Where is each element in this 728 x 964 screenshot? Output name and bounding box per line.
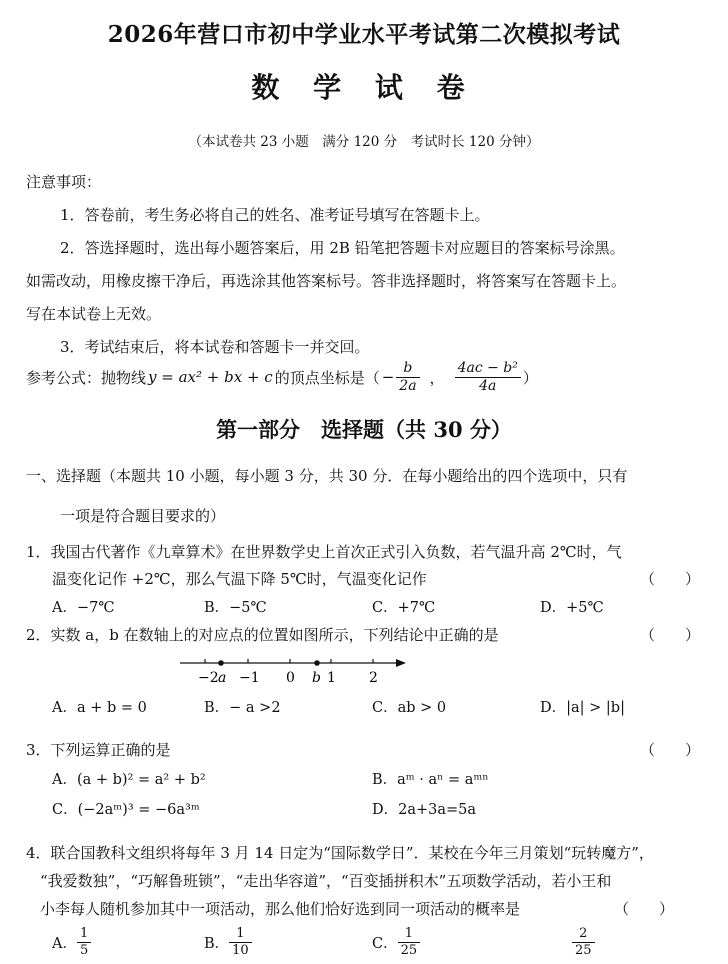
point-a: [218, 660, 224, 666]
q4-option-a: A． $\frac{1}{5}$: [52, 926, 91, 958]
q2-option-c: C．ab > 0: [372, 700, 447, 716]
q4-option-c: C． $\frac{1}{25}$: [372, 926, 420, 958]
exam-title: 2026年营口市初中学业水平考试第二次模拟考试: [107, 21, 621, 48]
subject-title: 数 学 试 卷: [251, 71, 477, 104]
tick-label-1: 1: [327, 670, 336, 686]
q3-stem: 3．下列运算正确的是: [26, 741, 171, 759]
point-b: [314, 660, 320, 666]
number-line-arrow: [396, 659, 406, 667]
q1-answer-paren: （ ）: [640, 570, 701, 588]
exam-info: （本试卷共 23 小题 满分 120 分 考试时长 120 分钟）: [188, 134, 540, 150]
q3-option-d: D．2a+3a=5a: [372, 802, 477, 818]
q4-line-2: “我爱数独”，“巧解鲁班锁”，“走出华容道”，“百变插拼积木”五项数学活动，若小王和: [40, 872, 612, 890]
q1-option-c: C．+7℃: [372, 600, 436, 616]
tick-label-neg1: −1: [239, 670, 260, 686]
note-item-1: 1．答卷前，考生务必将自己的姓名、准考证号填写在答题卡上。: [60, 206, 490, 224]
section-title: 第一部分 选择题（共 30 分）: [216, 417, 512, 442]
tick-label-2: 2: [369, 670, 378, 686]
q2-stem: 2．实数 a，b 在数轴上的对应点的位置如图所示，下列结论中正确的是: [26, 626, 499, 644]
q4-option-b: B． $\frac{1}{10}$: [204, 926, 252, 958]
q1-line-1: 1．我国古代著作《九章算术》在世界数学史上首次正式引入负数，若气温升高 2℃时，气: [26, 543, 622, 561]
q4-line-1: 4．联合国教科文组织将每年 3 月 14 日定为“国际数学日”．某校在今年三月策划“玩转魔方”，: [26, 844, 654, 862]
q3-option-b: B．aᵐ · aⁿ = aᵐⁿ: [372, 772, 489, 788]
reference-formula: 参考公式：抛物线 y = ax² + bx + c 的顶点坐标是（ − $\frac{b}{2a}$ ， $\frac{\text{4ac − b²}}{4a}$ ）: [26, 360, 538, 394]
q3-answer-paren: （ ）: [640, 741, 701, 759]
q1-option-a: A．−7℃: [52, 600, 115, 616]
note-item-2: 2．答选择题时，选出每小题答案后，用 2B 铅笔把答题卡对应题目的答案标号涂黑。: [60, 239, 625, 257]
tick-label-b: b: [312, 670, 321, 686]
q4-option-d: [572, 926, 595, 958]
q2-option-b: B．− a >2: [204, 700, 281, 716]
q4-option-a-fraction: $\frac{1}{5}$: [77, 926, 91, 958]
formula-middle: 的顶点坐标是（: [274, 368, 380, 387]
vertex-y-fraction: $\frac{\text{4ac − b²}}{4a}$: [455, 360, 521, 395]
q4-option-d-fraction: $\frac{2}{25}$: [572, 926, 595, 958]
note-item-3: 3．考试结束后，将本试卷和答题卡一并交回。: [60, 338, 370, 356]
tick-label-a: a: [218, 670, 227, 686]
q4-answer-paren: （ ）: [614, 900, 675, 918]
note-item-2-end: 写在本试卷上无效。: [26, 305, 162, 323]
vertex-x-fraction: $\frac{b}{2a}$: [396, 360, 419, 395]
formula-prefix: 参考公式：抛物线: [26, 368, 147, 387]
q2-answer-paren: （ ）: [640, 626, 701, 644]
q2-option-d: D．|a| > |b|: [540, 700, 625, 716]
instructions-line-1: 一、选择题（本题共 10 小题，每小题 3 分，共 30 分．在每小题给出的四个选项中，只有: [26, 467, 628, 485]
note-item-2-cont: 如需改动，用橡皮擦干净后，再选涂其他答案标号。答非选择题时，将答案写在答题卡上。: [26, 272, 627, 290]
formula-equation: y = ax² + bx + c: [148, 368, 273, 387]
tick-label-neg2: −2: [198, 670, 219, 686]
q3-option-c: C．(−2aᵐ)³ = −6a³ᵐ: [52, 802, 200, 818]
notes-heading: 注意事项：: [26, 173, 102, 191]
q4-option-c-fraction: $\frac{1}{25}$: [398, 926, 421, 958]
instructions-line-2: 一项是符合题目要求的）: [60, 507, 226, 525]
q1-line-2: 温变化记作 +2℃，那么气温下降 5℃时，气温变化记作: [52, 570, 427, 588]
q4-option-b-fraction: $\frac{1}{10}$: [229, 926, 252, 958]
q3-option-a: A．(a + b)² = a² + b²: [52, 772, 206, 788]
q4-line-3: 小李每人随机参加其中一项活动，那么他们恰好选到同一项活动的概率是: [40, 900, 521, 918]
tick-label-0: 0: [286, 670, 295, 686]
q1-option-d: D．+5℃: [540, 600, 604, 616]
q1-option-b: B．−5℃: [204, 600, 267, 616]
number-line-figure: [170, 648, 420, 688]
q2-option-a: A．a + b = 0: [52, 700, 147, 716]
